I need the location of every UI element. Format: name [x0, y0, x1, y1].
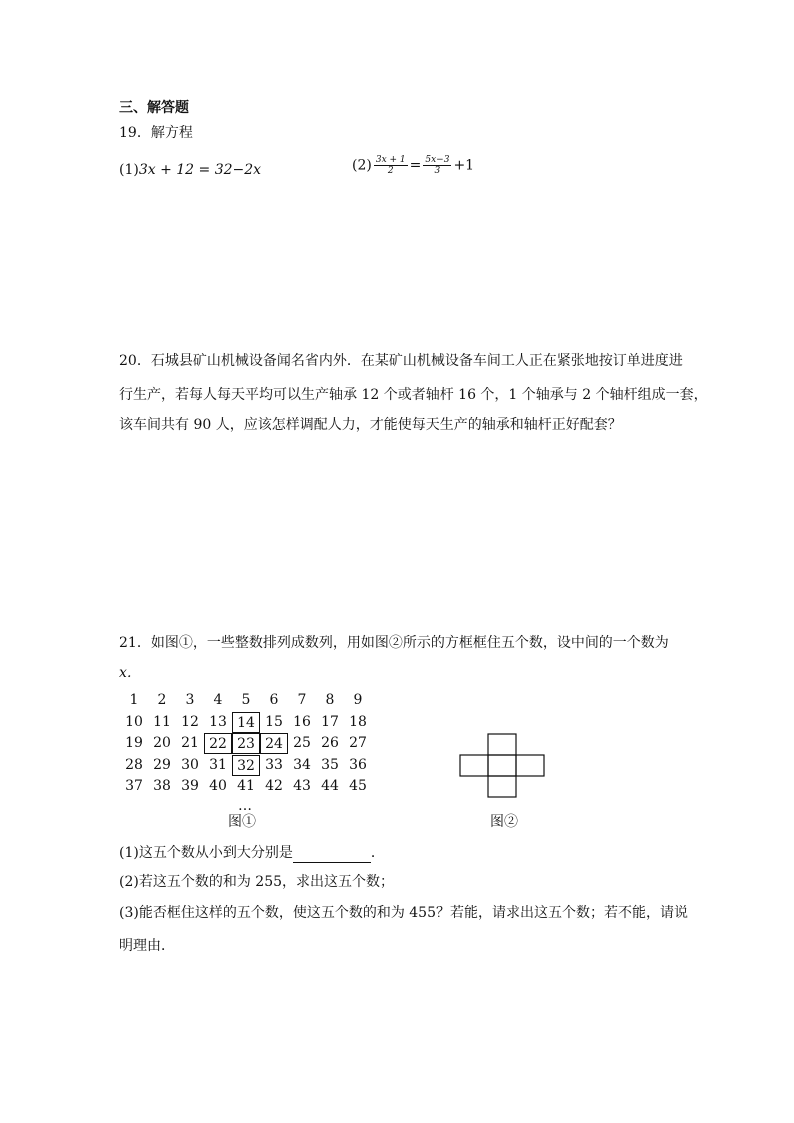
- q21-sub1: [119, 843, 385, 863]
- q19-frac-left-num: 3x + 1: [375, 155, 406, 165]
- grid-cell: 37: [125, 778, 143, 794]
- grid-cell: 30: [181, 756, 199, 773]
- section-title: 三、解答题: [119, 100, 189, 116]
- grid-cell: 11: [153, 713, 171, 730]
- grid-cell: 43: [293, 778, 311, 794]
- grid-cell: 27: [349, 735, 367, 751]
- q19-part1-equation: 3x + 12 = 32−2x: [138, 162, 262, 178]
- grid-cell: 10: [125, 713, 143, 730]
- q19-tail: +1: [453, 157, 475, 174]
- grid-cell: 44: [321, 778, 339, 794]
- q21-sub2: (2)若这五个数的和为 255，求出这五个数；: [119, 874, 395, 890]
- grid-cell: 8: [325, 692, 335, 708]
- grid-cell: 4: [213, 692, 223, 708]
- figure2-caption: 图②: [490, 814, 518, 830]
- q20-line3: 该车间共有 90 人，应该怎样调配人力，才能使每天生产的轴承和轴杆正好配套？: [119, 417, 622, 433]
- grid-cell: 2: [157, 692, 167, 708]
- grid-cell: 39: [181, 778, 199, 794]
- grid-cell-framed: 23: [232, 733, 260, 754]
- q19-fraction-right: [423, 155, 451, 176]
- grid-ellipsis: …: [238, 798, 252, 814]
- cross-cell-left: [460, 755, 488, 776]
- grid-cell: 34: [293, 756, 311, 773]
- grid-cell: 12: [181, 713, 199, 730]
- grid-cell: 15: [265, 713, 283, 730]
- grid-cell: 29: [153, 756, 171, 773]
- q19-equals: =: [409, 157, 422, 174]
- cross-cell-right: [516, 755, 544, 776]
- grid-cell: 33: [265, 756, 283, 773]
- cross-cell-center: [488, 755, 516, 776]
- q19-part1: [119, 160, 261, 180]
- grid-cell: 31: [209, 756, 227, 773]
- q21-line2: x．: [119, 665, 141, 681]
- q20-line1: 20．石城县矿山机械设备闻名省内外．在某矿山机械设备车间工人正在紧张地按订单进度进: [119, 353, 683, 369]
- q19-part2-label: (2): [352, 157, 372, 174]
- grid-cell: 9: [353, 692, 363, 708]
- grid-cell: 13: [209, 713, 227, 730]
- q21-sub1-period: ．: [370, 845, 385, 861]
- q19-stem: 19．解方程: [119, 125, 193, 141]
- grid-cell: 26: [321, 735, 339, 751]
- grid-cell: 21: [181, 735, 199, 751]
- grid-cell-framed: 14: [232, 712, 260, 733]
- grid-cell: 28: [125, 756, 143, 773]
- grid-cell-framed: 24: [260, 733, 288, 754]
- q19-fraction-left: [374, 155, 408, 176]
- grid-cell: 1: [129, 692, 139, 708]
- q20-line2: 行生产，若每人每天平均可以生产轴承 12 个或者轴杆 16 个，1 个轴承与 2 个轴杆组成一套，: [119, 387, 708, 403]
- q19-part1-label: (1): [119, 162, 139, 178]
- grid-cell: 36: [349, 756, 367, 773]
- grid-cell: 35: [321, 756, 339, 773]
- grid-cell: 3: [185, 692, 195, 708]
- cross-cell-top: [488, 734, 516, 755]
- q19-frac-left-den: 2: [387, 166, 394, 176]
- grid-cell: 16: [293, 713, 311, 730]
- q21-sub3-line1: (3)能否框住这样的五个数，使这五个数的和为 455？若能，请求出这五个数；若不能，请说: [119, 905, 689, 921]
- answer-blank[interactable]: [293, 848, 371, 863]
- grid-cell: 20: [153, 735, 171, 751]
- q21-line1: 21．如图①，一些整数排列成数列，用如图②所示的方框框住五个数，设中间的一个数为: [119, 635, 669, 651]
- grid-cell-framed: 22: [204, 733, 232, 754]
- cross-cell-bottom: [488, 776, 516, 797]
- grid-cell: 17: [321, 713, 339, 730]
- q19-part2: [352, 155, 474, 176]
- q21-sub3-line2: 明理由．: [119, 938, 175, 954]
- grid-cell: 25: [293, 735, 311, 751]
- grid-cell: 45: [349, 778, 367, 794]
- grid-cell: 40: [209, 778, 227, 794]
- grid-cell: 5: [241, 692, 251, 708]
- grid-cell: 6: [269, 692, 279, 708]
- figure1-caption: 图①: [228, 814, 256, 830]
- grid-cell: 7: [297, 692, 307, 708]
- grid-cell: 19: [125, 735, 143, 751]
- q19-frac-right-den: 3: [434, 166, 441, 176]
- grid-cell-framed: 32: [232, 755, 260, 776]
- q21-sub1-text: (1)这五个数从小到大分别是: [119, 845, 293, 861]
- grid-cell: 42: [265, 778, 283, 794]
- q19-frac-right-num: 5x−3: [425, 155, 450, 165]
- grid-cell: 41: [237, 778, 255, 794]
- grid-cell: 38: [153, 778, 171, 794]
- cross-frame-figure: [458, 733, 548, 803]
- grid-cell: 18: [349, 713, 367, 730]
